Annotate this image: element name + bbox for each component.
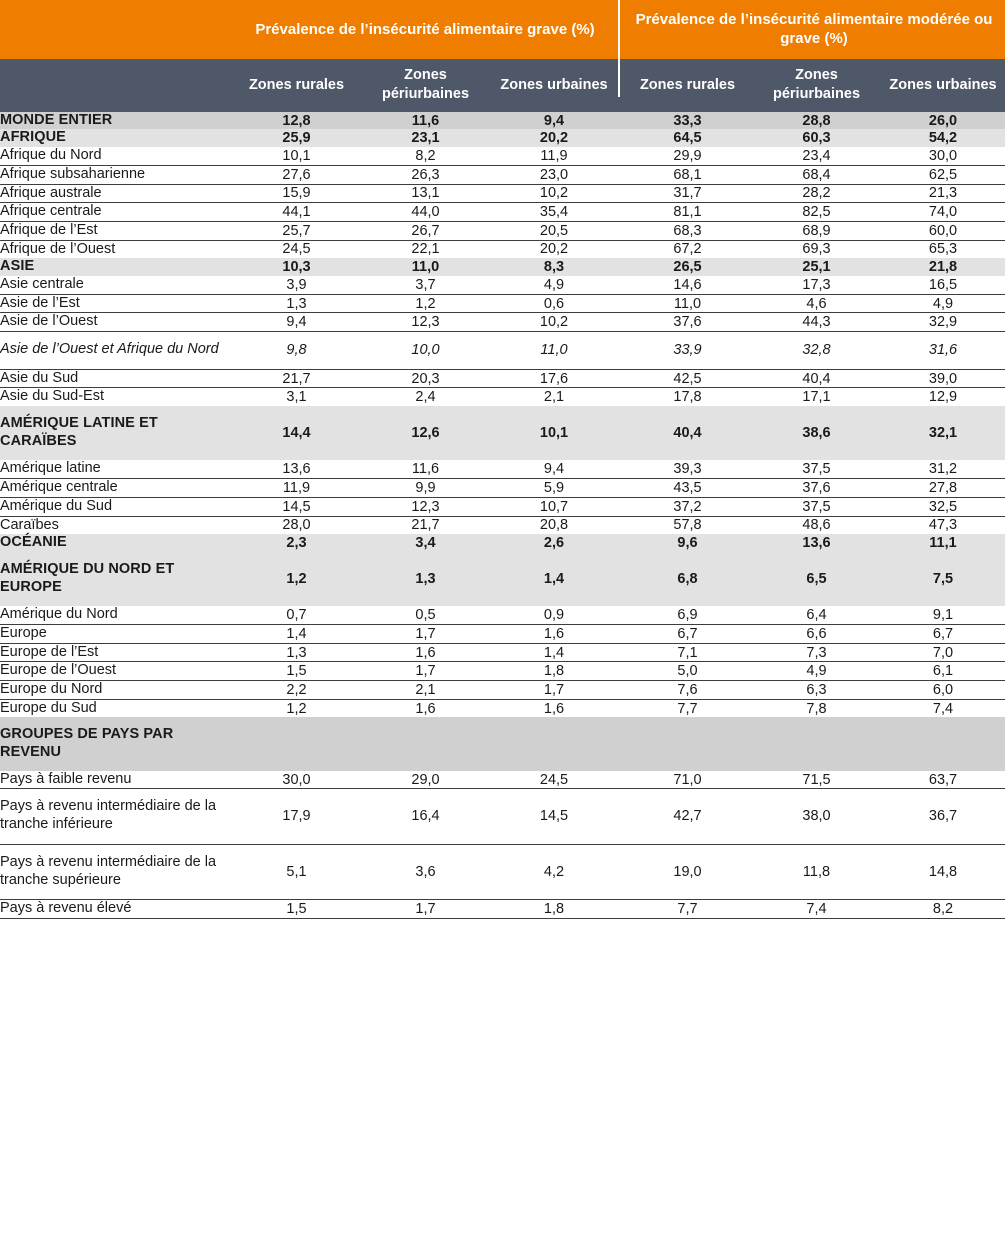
cell-periurban-moderate: 17,1 — [752, 388, 881, 406]
cell-urban-severe: 1,6 — [490, 699, 618, 717]
cell-periurban-severe: 11,0 — [361, 258, 490, 276]
table-row — [0, 294, 1005, 313]
table-row — [0, 771, 1005, 789]
cell-periurban-severe: 11,6 — [361, 460, 490, 478]
cell-rural-moderate: 67,2 — [623, 240, 752, 258]
cell-periurban-moderate: 69,3 — [752, 240, 881, 258]
cell-rural-severe: 11,9 — [232, 479, 361, 498]
cell-periurban-moderate: 4,9 — [752, 662, 881, 681]
cell-urban-severe: 20,5 — [490, 221, 618, 240]
table-row — [0, 479, 1005, 498]
row-label: Asie de l’Ouest et Afrique du Nord — [0, 332, 232, 370]
cell-urban-severe: 5,9 — [490, 479, 618, 498]
row-label: Amérique latine — [0, 460, 232, 478]
cell-urban-severe: 14,5 — [490, 789, 618, 844]
table-row — [0, 643, 1005, 662]
cell-urban-moderate: 16,5 — [881, 276, 1005, 294]
cell-rural-severe: 10,3 — [232, 258, 361, 276]
row-label: Afrique de l’Est — [0, 221, 232, 240]
cell-periurban-moderate: 38,6 — [752, 406, 881, 460]
cell-rural-moderate: 9,6 — [623, 534, 752, 552]
cell-urban-severe: 4,9 — [490, 276, 618, 294]
row-label: AFRIQUE — [0, 129, 232, 147]
cell-urban-moderate: 21,3 — [881, 184, 1005, 203]
cell-urban-moderate: 32,9 — [881, 313, 1005, 332]
cell-urban-moderate — [881, 717, 1005, 770]
cell-periurban-moderate: 37,5 — [752, 497, 881, 516]
cell-urban-moderate: 7,5 — [881, 552, 1005, 606]
cell-rural-severe: 25,9 — [232, 129, 361, 147]
row-label: Europe du Nord — [0, 681, 232, 700]
table-row — [0, 606, 1005, 624]
cell-rural-severe: 9,8 — [232, 332, 361, 370]
cell-rural-moderate: 68,1 — [623, 165, 752, 184]
cell-rural-moderate: 64,5 — [623, 129, 752, 147]
cell-rural-moderate: 7,7 — [623, 900, 752, 919]
cell-rural-severe: 17,9 — [232, 789, 361, 844]
cell-periurban-severe — [361, 717, 490, 770]
table-row — [0, 789, 1005, 844]
cell-urban-moderate: 4,9 — [881, 294, 1005, 313]
cell-urban-moderate: 6,7 — [881, 624, 1005, 643]
cell-periurban-severe: 1,2 — [361, 294, 490, 313]
cell-periurban-severe: 21,7 — [361, 516, 490, 534]
cell-rural-severe: 44,1 — [232, 203, 361, 222]
cell-rural-moderate: 68,3 — [623, 221, 752, 240]
cell-urban-moderate: 27,8 — [881, 479, 1005, 498]
cell-rural-severe: 30,0 — [232, 771, 361, 789]
row-label: Asie centrale — [0, 276, 232, 294]
cell-urban-severe: 1,8 — [490, 662, 618, 681]
cell-urban-moderate: 39,0 — [881, 369, 1005, 388]
row-label: GROUPES DE PAYS PAR REVENU — [0, 717, 232, 770]
cell-urban-moderate: 60,0 — [881, 221, 1005, 240]
header-corner-cell — [0, 0, 232, 59]
column-header-urban-moderate: Zones urbaines — [881, 59, 1005, 112]
cell-periurban-severe: 9,9 — [361, 479, 490, 498]
table-row — [0, 165, 1005, 184]
cell-rural-severe: 27,6 — [232, 165, 361, 184]
cell-rural-moderate: 40,4 — [623, 406, 752, 460]
cell-periurban-severe: 12,6 — [361, 406, 490, 460]
cell-periurban-severe: 3,6 — [361, 844, 490, 899]
cell-periurban-moderate: 48,6 — [752, 516, 881, 534]
cell-urban-moderate: 6,0 — [881, 681, 1005, 700]
cell-rural-moderate: 7,6 — [623, 681, 752, 700]
cell-rural-moderate: 33,9 — [623, 332, 752, 370]
row-label: Asie de l’Ouest — [0, 313, 232, 332]
cell-urban-severe: 20,2 — [490, 240, 618, 258]
cell-urban-moderate: 12,9 — [881, 388, 1005, 406]
cell-rural-moderate: 19,0 — [623, 844, 752, 899]
column-header-urban-severe: Zones urbaines — [490, 59, 618, 112]
row-label: Asie du Sud — [0, 369, 232, 388]
header-column-row — [0, 59, 1005, 112]
cell-rural-moderate: 37,2 — [623, 497, 752, 516]
cell-periurban-moderate: 68,9 — [752, 221, 881, 240]
cell-rural-moderate: 5,0 — [623, 662, 752, 681]
cell-urban-moderate: 7,0 — [881, 643, 1005, 662]
row-label: Pays à faible revenu — [0, 771, 232, 789]
table-row — [0, 844, 1005, 899]
cell-periurban-moderate: 68,4 — [752, 165, 881, 184]
cell-rural-moderate: 57,8 — [623, 516, 752, 534]
cell-urban-severe: 10,1 — [490, 406, 618, 460]
cell-urban-moderate: 63,7 — [881, 771, 1005, 789]
cell-periurban-moderate: 13,6 — [752, 534, 881, 552]
row-label: Afrique de l’Ouest — [0, 240, 232, 258]
row-label: MONDE ENTIER — [0, 112, 232, 130]
cell-rural-moderate: 43,5 — [623, 479, 752, 498]
cell-periurban-severe: 12,3 — [361, 497, 490, 516]
cell-rural-severe: 10,1 — [232, 147, 361, 165]
row-label: Pays à revenu intermédiaire de la tranche supérieure — [0, 844, 232, 899]
cell-urban-moderate: 26,0 — [881, 112, 1005, 130]
cell-urban-severe: 0,6 — [490, 294, 618, 313]
table-row — [0, 369, 1005, 388]
cell-periurban-moderate: 38,0 — [752, 789, 881, 844]
cell-periurban-severe: 16,4 — [361, 789, 490, 844]
cell-periurban-moderate: 6,3 — [752, 681, 881, 700]
table-row — [0, 900, 1005, 919]
cell-periurban-moderate: 4,6 — [752, 294, 881, 313]
column-header-periurban-severe: Zones périurbaines — [361, 59, 490, 112]
cell-rural-moderate: 7,1 — [623, 643, 752, 662]
row-label: Asie du Sud-Est — [0, 388, 232, 406]
cell-urban-moderate: 65,3 — [881, 240, 1005, 258]
cell-urban-severe — [490, 717, 618, 770]
header-group-divider — [618, 0, 620, 97]
cell-urban-moderate: 14,8 — [881, 844, 1005, 899]
cell-periurban-moderate: 6,6 — [752, 624, 881, 643]
table-row — [0, 460, 1005, 478]
cell-rural-moderate: 7,7 — [623, 699, 752, 717]
cell-rural-severe: 2,2 — [232, 681, 361, 700]
cell-rural-moderate: 42,7 — [623, 789, 752, 844]
table-row — [0, 258, 1005, 276]
row-label: Pays à revenu élevé — [0, 900, 232, 919]
cell-urban-severe: 11,0 — [490, 332, 618, 370]
cell-urban-moderate: 31,6 — [881, 332, 1005, 370]
cell-urban-moderate: 62,5 — [881, 165, 1005, 184]
cell-urban-moderate: 36,7 — [881, 789, 1005, 844]
cell-urban-moderate: 32,5 — [881, 497, 1005, 516]
cell-periurban-severe: 1,7 — [361, 900, 490, 919]
cell-urban-severe: 4,2 — [490, 844, 618, 899]
row-label: Afrique subsaharienne — [0, 165, 232, 184]
cell-periurban-moderate: 17,3 — [752, 276, 881, 294]
cell-periurban-severe: 29,0 — [361, 771, 490, 789]
cell-periurban-severe: 0,5 — [361, 606, 490, 624]
cell-urban-severe: 1,7 — [490, 681, 618, 700]
cell-urban-severe: 23,0 — [490, 165, 618, 184]
cell-rural-severe: 24,5 — [232, 240, 361, 258]
cell-periurban-moderate: 28,2 — [752, 184, 881, 203]
cell-urban-moderate: 47,3 — [881, 516, 1005, 534]
cell-periurban-moderate: 40,4 — [752, 369, 881, 388]
cell-periurban-moderate: 7,3 — [752, 643, 881, 662]
table-row — [0, 184, 1005, 203]
cell-urban-severe: 10,2 — [490, 184, 618, 203]
row-label: Europe du Sud — [0, 699, 232, 717]
cell-rural-severe: 2,3 — [232, 534, 361, 552]
cell-urban-moderate: 6,1 — [881, 662, 1005, 681]
cell-rural-severe: 1,3 — [232, 643, 361, 662]
table-row — [0, 129, 1005, 147]
cell-rural-severe: 1,2 — [232, 552, 361, 606]
cell-rural-severe: 3,9 — [232, 276, 361, 294]
cell-urban-severe: 1,6 — [490, 624, 618, 643]
cell-rural-moderate: 37,6 — [623, 313, 752, 332]
cell-periurban-moderate — [752, 717, 881, 770]
cell-rural-moderate: 6,7 — [623, 624, 752, 643]
table-row — [0, 147, 1005, 165]
cell-rural-moderate: 26,5 — [623, 258, 752, 276]
cell-periurban-severe: 1,3 — [361, 552, 490, 606]
cell-periurban-moderate: 60,3 — [752, 129, 881, 147]
table-row — [0, 497, 1005, 516]
column-header-rural-severe: Zones rurales — [232, 59, 361, 112]
table-row — [0, 313, 1005, 332]
cell-periurban-severe: 13,1 — [361, 184, 490, 203]
cell-urban-severe: 1,4 — [490, 552, 618, 606]
header-group-severe: Prévalence de l’insécurité alimentaire grave (%) — [232, 0, 618, 59]
cell-periurban-severe: 1,7 — [361, 662, 490, 681]
cell-urban-severe: 17,6 — [490, 369, 618, 388]
table-row — [0, 240, 1005, 258]
cell-periurban-severe: 1,6 — [361, 699, 490, 717]
row-label: Pays à revenu intermédiaire de la tranche inférieure — [0, 789, 232, 844]
cell-rural-severe: 15,9 — [232, 184, 361, 203]
cell-rural-severe: 5,1 — [232, 844, 361, 899]
table-row — [0, 624, 1005, 643]
cell-periurban-severe: 8,2 — [361, 147, 490, 165]
cell-rural-severe: 9,4 — [232, 313, 361, 332]
table-row — [0, 221, 1005, 240]
row-label: Europe de l’Est — [0, 643, 232, 662]
cell-periurban-moderate: 25,1 — [752, 258, 881, 276]
cell-rural-severe — [232, 717, 361, 770]
row-label: Afrique du Nord — [0, 147, 232, 165]
table-row — [0, 276, 1005, 294]
cell-rural-moderate: 71,0 — [623, 771, 752, 789]
cell-periurban-severe: 2,1 — [361, 681, 490, 700]
cell-urban-moderate: 74,0 — [881, 203, 1005, 222]
cell-rural-severe: 25,7 — [232, 221, 361, 240]
row-label: Europe — [0, 624, 232, 643]
cell-periurban-severe: 3,7 — [361, 276, 490, 294]
table-row — [0, 388, 1005, 406]
cell-urban-severe: 2,1 — [490, 388, 618, 406]
cell-periurban-severe: 26,3 — [361, 165, 490, 184]
cell-periurban-severe: 11,6 — [361, 112, 490, 130]
cell-periurban-severe: 44,0 — [361, 203, 490, 222]
table-row — [0, 681, 1005, 700]
cell-periurban-severe: 23,1 — [361, 129, 490, 147]
cell-urban-moderate: 31,2 — [881, 460, 1005, 478]
cell-periurban-severe: 1,7 — [361, 624, 490, 643]
cell-rural-moderate: 17,8 — [623, 388, 752, 406]
row-label: Amérique du Nord — [0, 606, 232, 624]
cell-periurban-severe: 10,0 — [361, 332, 490, 370]
cell-urban-severe: 10,2 — [490, 313, 618, 332]
cell-rural-severe: 28,0 — [232, 516, 361, 534]
row-label: Europe de l’Ouest — [0, 662, 232, 681]
cell-rural-moderate: 31,7 — [623, 184, 752, 203]
cell-periurban-moderate: 6,4 — [752, 606, 881, 624]
table-row — [0, 699, 1005, 717]
cell-urban-severe: 20,8 — [490, 516, 618, 534]
column-header-periurban-moderate: Zones périurbaines — [752, 59, 881, 112]
cell-urban-moderate: 8,2 — [881, 900, 1005, 919]
header-group-row — [0, 0, 1005, 59]
cell-urban-moderate: 32,1 — [881, 406, 1005, 460]
row-label: Asie de l’Est — [0, 294, 232, 313]
row-label: Caraïbes — [0, 516, 232, 534]
cell-periurban-moderate: 37,5 — [752, 460, 881, 478]
cell-rural-moderate: 6,8 — [623, 552, 752, 606]
cell-periurban-moderate: 32,8 — [752, 332, 881, 370]
column-header-rural-moderate: Zones rurales — [623, 59, 752, 112]
cell-urban-moderate: 30,0 — [881, 147, 1005, 165]
cell-periurban-severe: 20,3 — [361, 369, 490, 388]
cell-periurban-moderate: 7,4 — [752, 900, 881, 919]
cell-urban-severe: 0,9 — [490, 606, 618, 624]
cell-urban-severe: 9,4 — [490, 112, 618, 130]
table-row — [0, 203, 1005, 222]
cell-rural-moderate: 33,3 — [623, 112, 752, 130]
cell-rural-severe: 14,5 — [232, 497, 361, 516]
cell-urban-moderate: 7,4 — [881, 699, 1005, 717]
table-row — [0, 662, 1005, 681]
cell-urban-severe: 11,9 — [490, 147, 618, 165]
cell-periurban-moderate: 44,3 — [752, 313, 881, 332]
table-row — [0, 552, 1005, 606]
cell-urban-moderate: 21,8 — [881, 258, 1005, 276]
cell-periurban-moderate: 7,8 — [752, 699, 881, 717]
cell-rural-moderate: 11,0 — [623, 294, 752, 313]
table-row — [0, 112, 1005, 130]
cell-periurban-severe: 3,4 — [361, 534, 490, 552]
row-label: AMÉRIQUE DU NORD ET EUROPE — [0, 552, 232, 606]
cell-periurban-moderate: 28,8 — [752, 112, 881, 130]
cell-periurban-moderate: 82,5 — [752, 203, 881, 222]
cell-rural-moderate: 81,1 — [623, 203, 752, 222]
cell-rural-moderate — [623, 717, 752, 770]
table-row — [0, 534, 1005, 552]
cell-urban-severe: 1,4 — [490, 643, 618, 662]
cell-urban-severe: 2,6 — [490, 534, 618, 552]
cell-periurban-moderate: 23,4 — [752, 147, 881, 165]
table-row — [0, 332, 1005, 370]
row-label: Amérique centrale — [0, 479, 232, 498]
cell-rural-moderate: 14,6 — [623, 276, 752, 294]
header-corner-cell-2 — [0, 59, 232, 112]
cell-periurban-severe: 26,7 — [361, 221, 490, 240]
row-label: AMÉRIQUE LATINE ET CARAÏBES — [0, 406, 232, 460]
cell-periurban-severe: 2,4 — [361, 388, 490, 406]
row-label: ASIE — [0, 258, 232, 276]
table-header — [0, 0, 1005, 112]
cell-periurban-moderate: 37,6 — [752, 479, 881, 498]
cell-periurban-severe: 22,1 — [361, 240, 490, 258]
row-label: Amérique du Sud — [0, 497, 232, 516]
cell-rural-severe: 0,7 — [232, 606, 361, 624]
cell-urban-severe: 8,3 — [490, 258, 618, 276]
cell-urban-severe: 20,2 — [490, 129, 618, 147]
row-label: OCÉANIE — [0, 534, 232, 552]
cell-rural-severe: 14,4 — [232, 406, 361, 460]
cell-rural-moderate: 29,9 — [623, 147, 752, 165]
cell-periurban-moderate: 6,5 — [752, 552, 881, 606]
row-label: Afrique centrale — [0, 203, 232, 222]
cell-rural-severe: 1,5 — [232, 662, 361, 681]
cell-periurban-severe: 12,3 — [361, 313, 490, 332]
table-body — [0, 112, 1005, 919]
cell-periurban-moderate: 11,8 — [752, 844, 881, 899]
cell-rural-severe: 12,8 — [232, 112, 361, 130]
cell-rural-severe: 3,1 — [232, 388, 361, 406]
cell-urban-severe: 24,5 — [490, 771, 618, 789]
cell-rural-severe: 1,4 — [232, 624, 361, 643]
cell-periurban-severe: 1,6 — [361, 643, 490, 662]
cell-urban-moderate: 11,1 — [881, 534, 1005, 552]
cell-rural-severe: 13,6 — [232, 460, 361, 478]
cell-rural-severe: 1,3 — [232, 294, 361, 313]
cell-rural-moderate: 39,3 — [623, 460, 752, 478]
cell-rural-severe: 21,7 — [232, 369, 361, 388]
cell-rural-severe: 1,5 — [232, 900, 361, 919]
cell-rural-severe: 1,2 — [232, 699, 361, 717]
cell-urban-severe: 1,8 — [490, 900, 618, 919]
cell-urban-severe: 9,4 — [490, 460, 618, 478]
header-group-moderate-severe: Prévalence de l’insécurité alimentaire modérée ou grave (%) — [623, 0, 1005, 59]
cell-urban-moderate: 54,2 — [881, 129, 1005, 147]
row-label: Afrique australe — [0, 184, 232, 203]
table-row — [0, 406, 1005, 460]
cell-urban-moderate: 9,1 — [881, 606, 1005, 624]
table-row — [0, 516, 1005, 534]
cell-urban-severe: 35,4 — [490, 203, 618, 222]
table-row — [0, 717, 1005, 770]
cell-rural-moderate: 42,5 — [623, 369, 752, 388]
cell-periurban-moderate: 71,5 — [752, 771, 881, 789]
cell-urban-severe: 10,7 — [490, 497, 618, 516]
cell-rural-moderate: 6,9 — [623, 606, 752, 624]
